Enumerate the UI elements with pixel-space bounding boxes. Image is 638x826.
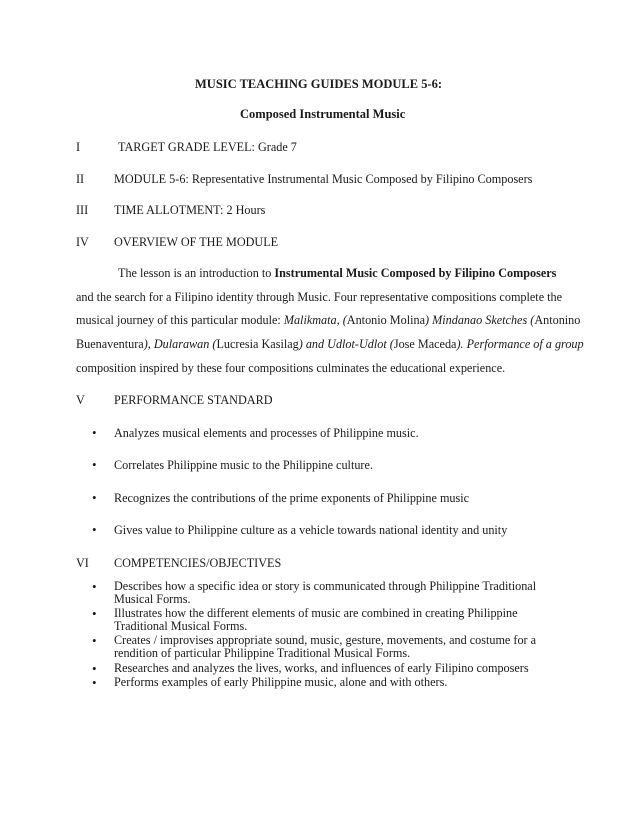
bullet-icon: • (92, 633, 97, 648)
section-number: II (76, 172, 85, 186)
composition-title: Malikmata, ( (283, 313, 347, 327)
list-item: Performs examples of early Philippine music, alone and with others. (114, 675, 448, 689)
overview-line (76, 313, 580, 328)
bullet-icon: • (92, 675, 97, 690)
list-item: Researches and analyzes the lives, works, and influences of early Filipino composers (114, 661, 529, 675)
bullet-icon: • (92, 490, 97, 505)
composer-name: Buenaventura (76, 337, 144, 351)
section-number: III (76, 203, 89, 217)
overview-text: musical journey of this particular module: (76, 313, 284, 327)
bullet-icon: • (92, 606, 97, 621)
section-heading: COMPETENCIES/OBJECTIVES (114, 556, 282, 570)
section-heading: MODULE 5-6: Representative Instrumental Music Composed by Filipino Composers (114, 172, 533, 186)
section-heading: PERFORMANCE STANDARD (114, 393, 273, 407)
bullet-icon: • (92, 457, 97, 472)
bullet-icon: • (92, 425, 97, 440)
composer-name: Jose Maceda (393, 337, 457, 351)
list-item: Illustrates how the different elements of music are combined in creating Philippine Traditional Musical Forms. (114, 606, 518, 634)
list-item: Recognizes the contributions of the prime exponents of Philippine music (114, 491, 470, 505)
list-item: Gives value to Philippine culture as a vehicle towards national identity and unity (114, 523, 508, 537)
overview-text: and the search for a Filipino identity through Music (76, 290, 328, 304)
composer-name: Antonio Molina (346, 313, 425, 327)
list-item: Describes how a specific idea or story is communicated through Philippine Traditional Musical Forms. (114, 579, 537, 607)
overview-text: . Four representative compositions complete the (327, 290, 563, 304)
section-heading: TARGET GRADE LEVEL: Grade 7 (118, 140, 297, 154)
composition-title: ) Mindanao Sketches ( (424, 313, 535, 327)
bullet-icon: • (92, 522, 97, 537)
section-heading: OVERVIEW OF THE MODULE (114, 235, 279, 249)
document-subtitle: Composed Instrumental Music (240, 107, 406, 121)
overview-text: ). Performance of a group (456, 337, 584, 351)
composition-title: ) and Udlot-Udlot ( (298, 337, 394, 351)
overview-line (118, 266, 556, 281)
overview-line (76, 290, 562, 305)
bullet-icon: • (92, 661, 97, 676)
section-heading: TIME ALLOTMENT: 2 Hours (114, 203, 266, 217)
overview-line: composition inspired by these four compositions culminates the educational experience. (76, 361, 506, 375)
list-item: Analyzes musical elements and processes of Philippine music. (114, 426, 419, 440)
section-number: V (76, 393, 85, 407)
overview-text: The lesson is an introduction to (118, 266, 275, 280)
overview-emphasis: Instrumental Music Composed by Filipino Composers (274, 266, 557, 280)
composer-name: Antonino (534, 313, 581, 327)
overview-line (76, 337, 584, 352)
list-item: Correlates Philippine music to the Philippine culture. (114, 458, 373, 472)
document-title: MUSIC TEACHING GUIDES MODULE 5-6: (195, 77, 443, 91)
composer-name: Lucresia Kasilag (216, 337, 299, 351)
section-number: VI (76, 556, 89, 570)
bullet-icon: • (92, 579, 97, 594)
section-number: I (76, 140, 81, 154)
composition-title: ), Dularawan ( (143, 337, 217, 351)
section-number: IV (76, 235, 89, 249)
list-item: Creates / improvises appropriate sound, music, gesture, movements, and costume for a rendition of particular Philippine Traditional Musical Forms. (114, 633, 537, 661)
